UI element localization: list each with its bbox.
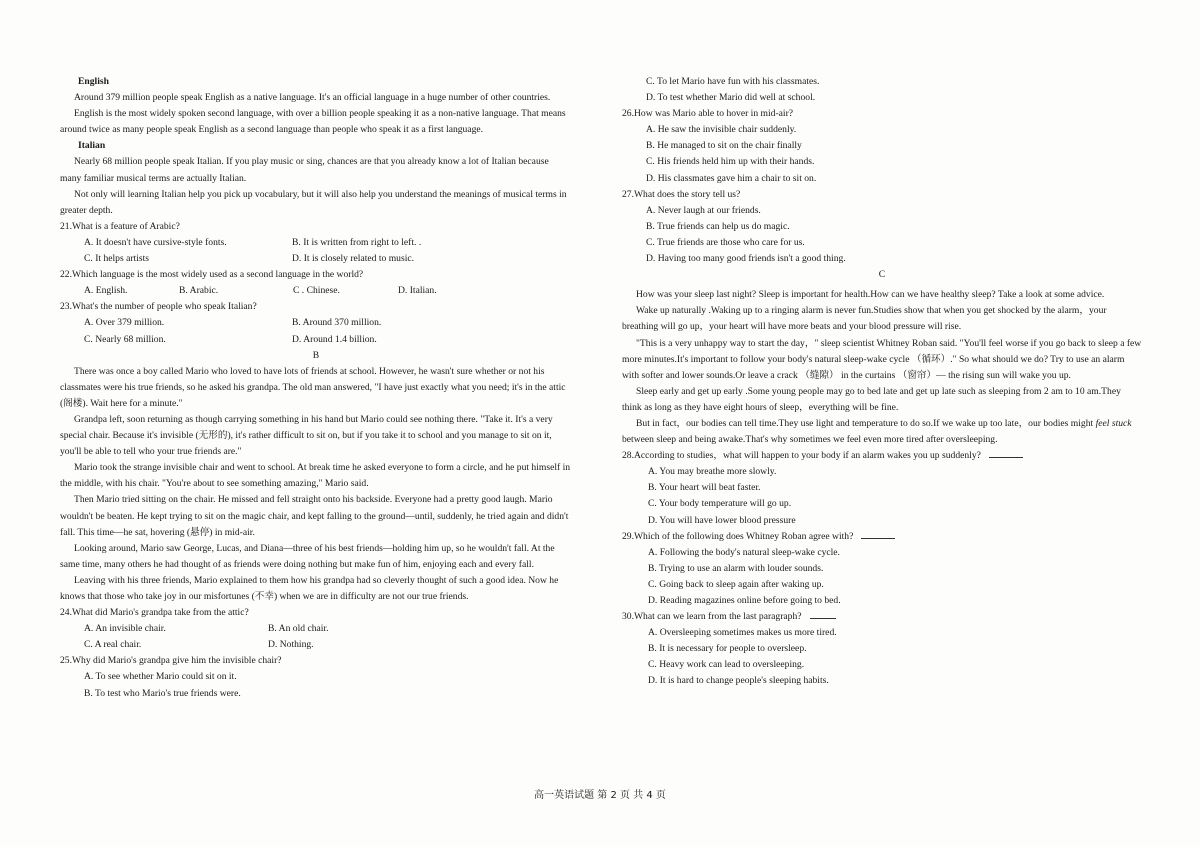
passage-c-paragraph-5-part-2: between sleep and being awake.That's why sometimes we feel even more tired after oversleeping.	[622, 434, 998, 446]
question-24-options-row-1	[60, 621, 572, 637]
english-paragraph-1: Around 379 million people speak English as a native language. It's an official language in a huge number of other countries.	[74, 92, 551, 104]
answer-blank-29	[861, 529, 895, 539]
option-27-d: D. Having too many good friends isn't a good thing.	[646, 253, 846, 265]
option-24-b: B. An old chair.	[268, 623, 329, 635]
option-26-c: C. His friends held him up with their hands.	[646, 156, 815, 168]
option-29-a: A. Following the body's natural sleep-wake cycle.	[648, 546, 840, 558]
option-28-b: B. Your heart will beat faster.	[648, 482, 761, 494]
passage-c-paragraph-5	[622, 416, 1142, 448]
option-21-b: B. It is written from right to left. .	[292, 236, 422, 248]
option-24-d: D. Nothing.	[268, 639, 314, 651]
passage-b-paragraph-3: Mario took the strange invisible chair and went to school. At break time he asked everyone to form a circle, and he put himself in the middle, with his chair. "You're about to see something amazing," Mario said.	[60, 462, 571, 490]
section-c-heading: C	[878, 269, 886, 281]
question-21-options-row-2	[60, 251, 572, 267]
option-30-c: C. Heavy work can lead to oversleeping.	[648, 659, 805, 671]
option-22-d: D. Italian.	[398, 285, 437, 297]
option-22-a: A. English.	[84, 285, 128, 297]
option-22-b: B. Arabic.	[179, 285, 219, 297]
option-21-d: D. It is closely related to music.	[292, 253, 415, 265]
passage-b-paragraph-6: Leaving with his three friends, Mario explained to them how his grandpa had so cleverly thought of such a good idea. Now he knows that those who take joy in our misfortunes (不幸) when we are in difficulty are not our true friends.	[60, 574, 559, 602]
passage-c-paragraph-1: How was your sleep last night? Sleep is important for health.How can we have healthy sleep? Take a look at some advice.	[636, 289, 1105, 301]
option-29-d: D. Reading magazines online before going to bed.	[648, 595, 841, 606]
question-23-options-row-2	[60, 332, 572, 348]
option-23-d: D. Around 1.4 billion.	[292, 333, 377, 345]
option-30-b: B. It is necessary for people to oversleep.	[648, 643, 807, 655]
question-22-options	[60, 283, 572, 299]
question-23-options-row-1	[60, 315, 572, 331]
option-23-a: A. Over 379 million.	[84, 317, 165, 329]
question-27: 27.What does the story tell us?	[622, 188, 741, 200]
option-24-c: C. A real chair.	[84, 639, 142, 651]
question-24-options-row-2	[60, 637, 572, 653]
option-25-d: D. To test whether Mario did well at school.	[646, 92, 816, 104]
option-21-a: A. It doesn't have cursive-style fonts.	[84, 236, 227, 248]
section-b-heading: B	[312, 349, 320, 361]
option-22-c: C . Chinese.	[293, 285, 340, 297]
question-26: 26.How was Mario able to hover in mid-air?	[622, 108, 794, 120]
question-30	[622, 609, 1142, 625]
answer-blank-30	[810, 609, 836, 619]
question-22: 22.Which language is the most widely used as a second language in the world?	[60, 269, 364, 281]
answer-blank-28	[989, 448, 1023, 458]
italian-heading: Italian	[78, 140, 106, 152]
option-26-d: D. His classmates gave him a chair to sit on.	[646, 172, 817, 184]
option-29-c: C. Going back to sleep again after waking up.	[648, 578, 824, 590]
page-footer: 高一英语试题 第 2 页 共 4 页	[534, 790, 666, 801]
passage-b-paragraph-5: Looking around, Mario saw George, Lucas, and Diana—three of his best friends—holding him up, so he wouldn't fall. At the same time, many others he had thought of as friends were doing nothing but make fun of him, enjoying each and every fall.	[60, 542, 555, 570]
option-26-a: A. He saw the invisible chair suddenly.	[646, 124, 797, 136]
passage-c-paragraph-4: Sleep early and get up early .Some young people may go to bed late and get up late such as sleeping from 2 am to 10 am.They think as long as they have eight hours of sleep，everything will be fine.	[622, 385, 1121, 413]
question-24: 24.What did Mario's grandpa take from the attic?	[60, 607, 249, 619]
passage-c-paragraph-5-part-1: But in fact，our bodies can tell time.They use light and temperature to do so.If we wake up too late，our bodies might	[636, 417, 1096, 429]
option-27-c: C. True friends are those who care for us.	[646, 236, 805, 248]
option-24-a: A. An invisible chair.	[84, 623, 166, 635]
option-23-c: C. Nearly 68 million.	[84, 333, 166, 345]
option-21-c: C. It helps artists	[84, 253, 150, 265]
question-21-options-row-1	[60, 235, 572, 251]
option-29-b: B. Trying to use an alarm with louder sounds.	[648, 562, 824, 574]
option-27-b: B. True friends can help us do magic.	[646, 220, 790, 232]
option-28-c: C. Your body temperature will go up.	[648, 498, 792, 510]
option-27-a: A. Never laugh at our friends.	[646, 204, 761, 216]
option-28-d: D. You will have lower blood pressure	[648, 514, 796, 526]
english-heading: English	[78, 76, 109, 87]
left-column	[60, 74, 572, 702]
question-23: 23.What's the number of people who speak Italian?	[60, 301, 257, 313]
option-26-b: B. He managed to sit on the chair finally	[646, 140, 802, 152]
english-paragraph-2: English is the most widely spoken second language, with over a billion people speaking it as a non-native language. That means around twice as many people speak English as a second language than people who speak it as a first language.	[60, 108, 566, 136]
passage-b-paragraph-4: Then Mario tried sitting on the chair. He missed and fell straight onto his backside. Everyone had a pretty good laugh. Mario wouldn't be beaten. He kept trying to sit on the magic chair, and kept falling to the ground—until, suddenly, he tried again and didn't fall. This time—he sat, hovering (悬停) in mid-air.	[60, 494, 569, 538]
option-25-c: C. To let Mario have fun with his classmates.	[646, 76, 820, 87]
italian-paragraph-2: Not only will learning Italian help you pick up vocabulary, but it will also help you understand the meanings of musical terms in greater depth.	[60, 188, 567, 216]
question-28	[622, 448, 1142, 464]
passage-c-paragraph-2: Wake up naturally .Waking up to a ringing alarm is never fun.Studies show that when you get shocked by the alarm，your breathing will go up，your heart will have more beats and your blood pressure will rise.	[622, 305, 1107, 333]
option-28-a: A. You may breathe more slowly.	[648, 466, 777, 478]
italian-paragraph-1: Nearly 68 million people speak Italian. If you play music or sing, chances are that you already know a lot of Italian because many familiar musical terms are actually Italian.	[60, 156, 549, 184]
question-28-text: 28.According to studies，what will happen to your body if an alarm wakes you up suddenly?	[622, 450, 981, 462]
passage-c-phrase-feel-stuck: feel stuck	[1095, 417, 1132, 429]
option-23-b: B. Around 370 million.	[292, 317, 382, 329]
option-25-b: B. To test who Mario's true friends were.	[84, 687, 241, 699]
option-25-a: A. To see whether Mario could sit on it.	[84, 671, 237, 683]
question-29-text: 29.Which of the following does Whitney Roban agree with?	[622, 530, 854, 542]
question-30-text: 30.What can we learn from the last paragraph?	[622, 611, 802, 623]
option-30-d: D. It is hard to change people's sleeping habits.	[648, 675, 829, 687]
passage-c-paragraph-3: "This is a very unhappy way to start the day，" sleep scientist Whitney Roban said. "You'll feel worse if you go back to sleep a few more minutes.It's important to follow your body's natural sleep-wake cycle （循环）." So what should we do? Try to use an alarm with softer and lower sounds.Or leave a crack （缝隙） in the curtains （窗帘）— the rising sun will wake you up.	[622, 337, 1142, 381]
question-21: 21.What is a feature of Arabic?	[60, 220, 180, 232]
question-29	[622, 529, 1142, 545]
passage-b-paragraph-1: There was once a boy called Mario who loved to have lots of friends at school. However, he wasn't sure whether or not his classmates were his true friends, so he asked his grandpa. The old man answered, "I have just exactly what you need; it's in the attic (阁楼). Wait here for a minute."	[60, 365, 566, 409]
question-25: 25.Why did Mario's grandpa give him the invisible chair?	[60, 655, 282, 667]
option-30-a: A. Oversleeping sometimes makes us more tired.	[648, 627, 837, 639]
passage-b-paragraph-2: Grandpa left, soon returning as though carrying something in his hand but Mario could see nothing there. "Take it. It's a very special chair. Because it's invisible (无形的), it's rather difficult to sit on, but if you take it to school and you manage to sit on it, you'll be able to tell who your true friends are."	[60, 413, 553, 458]
right-column	[622, 74, 1142, 690]
